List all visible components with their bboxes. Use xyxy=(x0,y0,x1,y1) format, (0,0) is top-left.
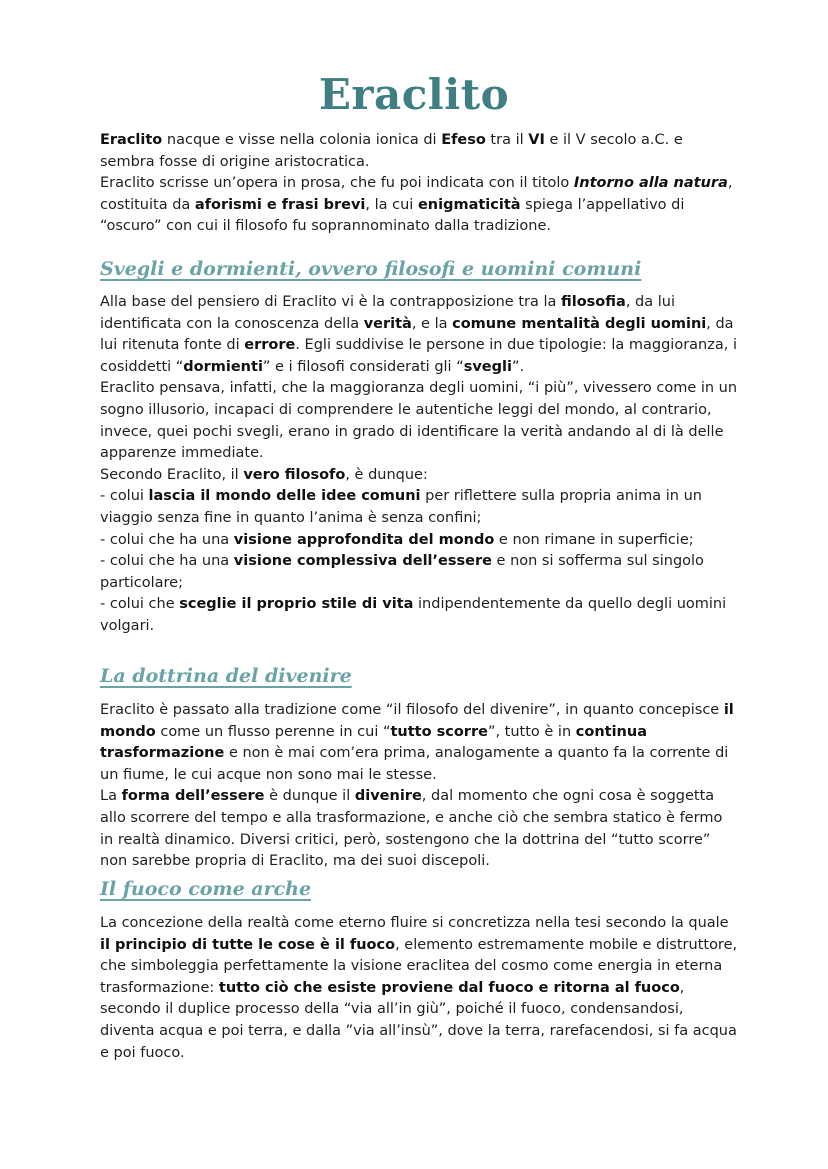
paragraph: La forma dell’essere è dunque il divenire, dal momento che ogni cosa è soggetta allo scorrere del tempo e alla trasformazione, e anche ciò che sembra statico è fermo in realtà dinamico. Diversi critici, però, sostengono che la dottrina del “tutto scorre” non sarebbe propria di Eraclito, ma dei suoi discepoli. xyxy=(100,788,723,870)
paragraph: Eraclito è passato alla tradizione come “il filosofo del divenire”, in quanto concepisce il mondo come un flusso perenne in cui “tutto scorre”, tutto è in continua trasformazione e non è mai com’era prima, analogamente a quanto fa la corrente di un fiume, le cui acque non sono mai le stesse. xyxy=(100,702,734,783)
list-item: - colui che ha una visione approfondita del mondo e non rimane in superficie; xyxy=(100,531,694,548)
page-title: Eraclito xyxy=(318,70,510,119)
section-divenire xyxy=(100,700,740,873)
list-item: - colui che sceglie il proprio stile di vita indipendentemente da quello degli uomini volgari. xyxy=(100,596,727,634)
intro-paragraph-2: Eraclito scrisse un’opera in prosa, che fu poi indicata con il titolo Intorno alla natura, costituita da aforismi e frasi brevi, la cui enigmaticità spiega l’appellativo di “oscuro” con cui il filosofo fu soprannominato dalla tradizione. xyxy=(100,175,733,235)
section-heading-divenire: La dottrina del divenire xyxy=(100,665,352,687)
paragraph: La concezione della realtà come eterno fluire si concretizza nella tesi secondo la quale il principio di tutte le cose è il fuoco, elemento estremamente mobile e distruttore, che simboleggia perfettamente la visione eraclitea del cosmo come energia in eterna trasformazione: tutto ciò che esiste proviene dal fuoco e ritorna al fuoco, secondo il duplice processo della “via all’in giù”, poiché il fuoco, condensandosi, diventa acqua e poi terra, e dalla ”via all’insù”, dove la terra, rarefacendosi, si fa acqua e poi fuoco. xyxy=(100,915,738,1061)
section-fuoco xyxy=(100,913,740,1064)
list-item: - colui lascia il mondo delle idee comuni per riflettere sulla propria anima in un viaggio senza fine in quanto l’anima è senza confini; xyxy=(100,488,702,526)
paragraph: Alla base del pensiero di Eraclito vi è la contrapposizione tra la filosofia, da lui identificata con la conoscenza della verità, e la comune mentalità degli uomini, da lui ritenuta fonte di errore. Egli suddivise le persone in due tipologie: la maggioranza, i cosiddetti “dormienti” e i filosofi considerati gli “svegli”. xyxy=(100,294,737,375)
section-svegli xyxy=(100,292,740,638)
paragraph: Eraclito pensava, infatti, che la maggioranza degli uomini, “i più”, vivessero come in un sogno illusorio, incapaci di comprendere le autentiche leggi del mondo, al contrario, invece, quei pochi svegli, erano in grado di identificare la verità andando al di là delle apparenze immediate. xyxy=(100,380,738,462)
section-heading-svegli: Svegli e dormienti, ovvero filosofi e uomini comuni xyxy=(100,258,642,280)
section-heading-fuoco: Il fuoco come arche xyxy=(100,878,312,900)
paragraph: Secondo Eraclito, il vero filosofo, è dunque: xyxy=(100,466,428,483)
intro-section xyxy=(100,130,740,238)
list-item: - colui che ha una visione complessiva dell’essere e non si sofferma sul singolo particolare; xyxy=(100,553,704,591)
intro-paragraph-1: Eraclito nacque e visse nella colonia ionica di Efeso tra il VI e il V secolo a.C. e sembra fosse di origine aristocratica. xyxy=(100,132,683,170)
